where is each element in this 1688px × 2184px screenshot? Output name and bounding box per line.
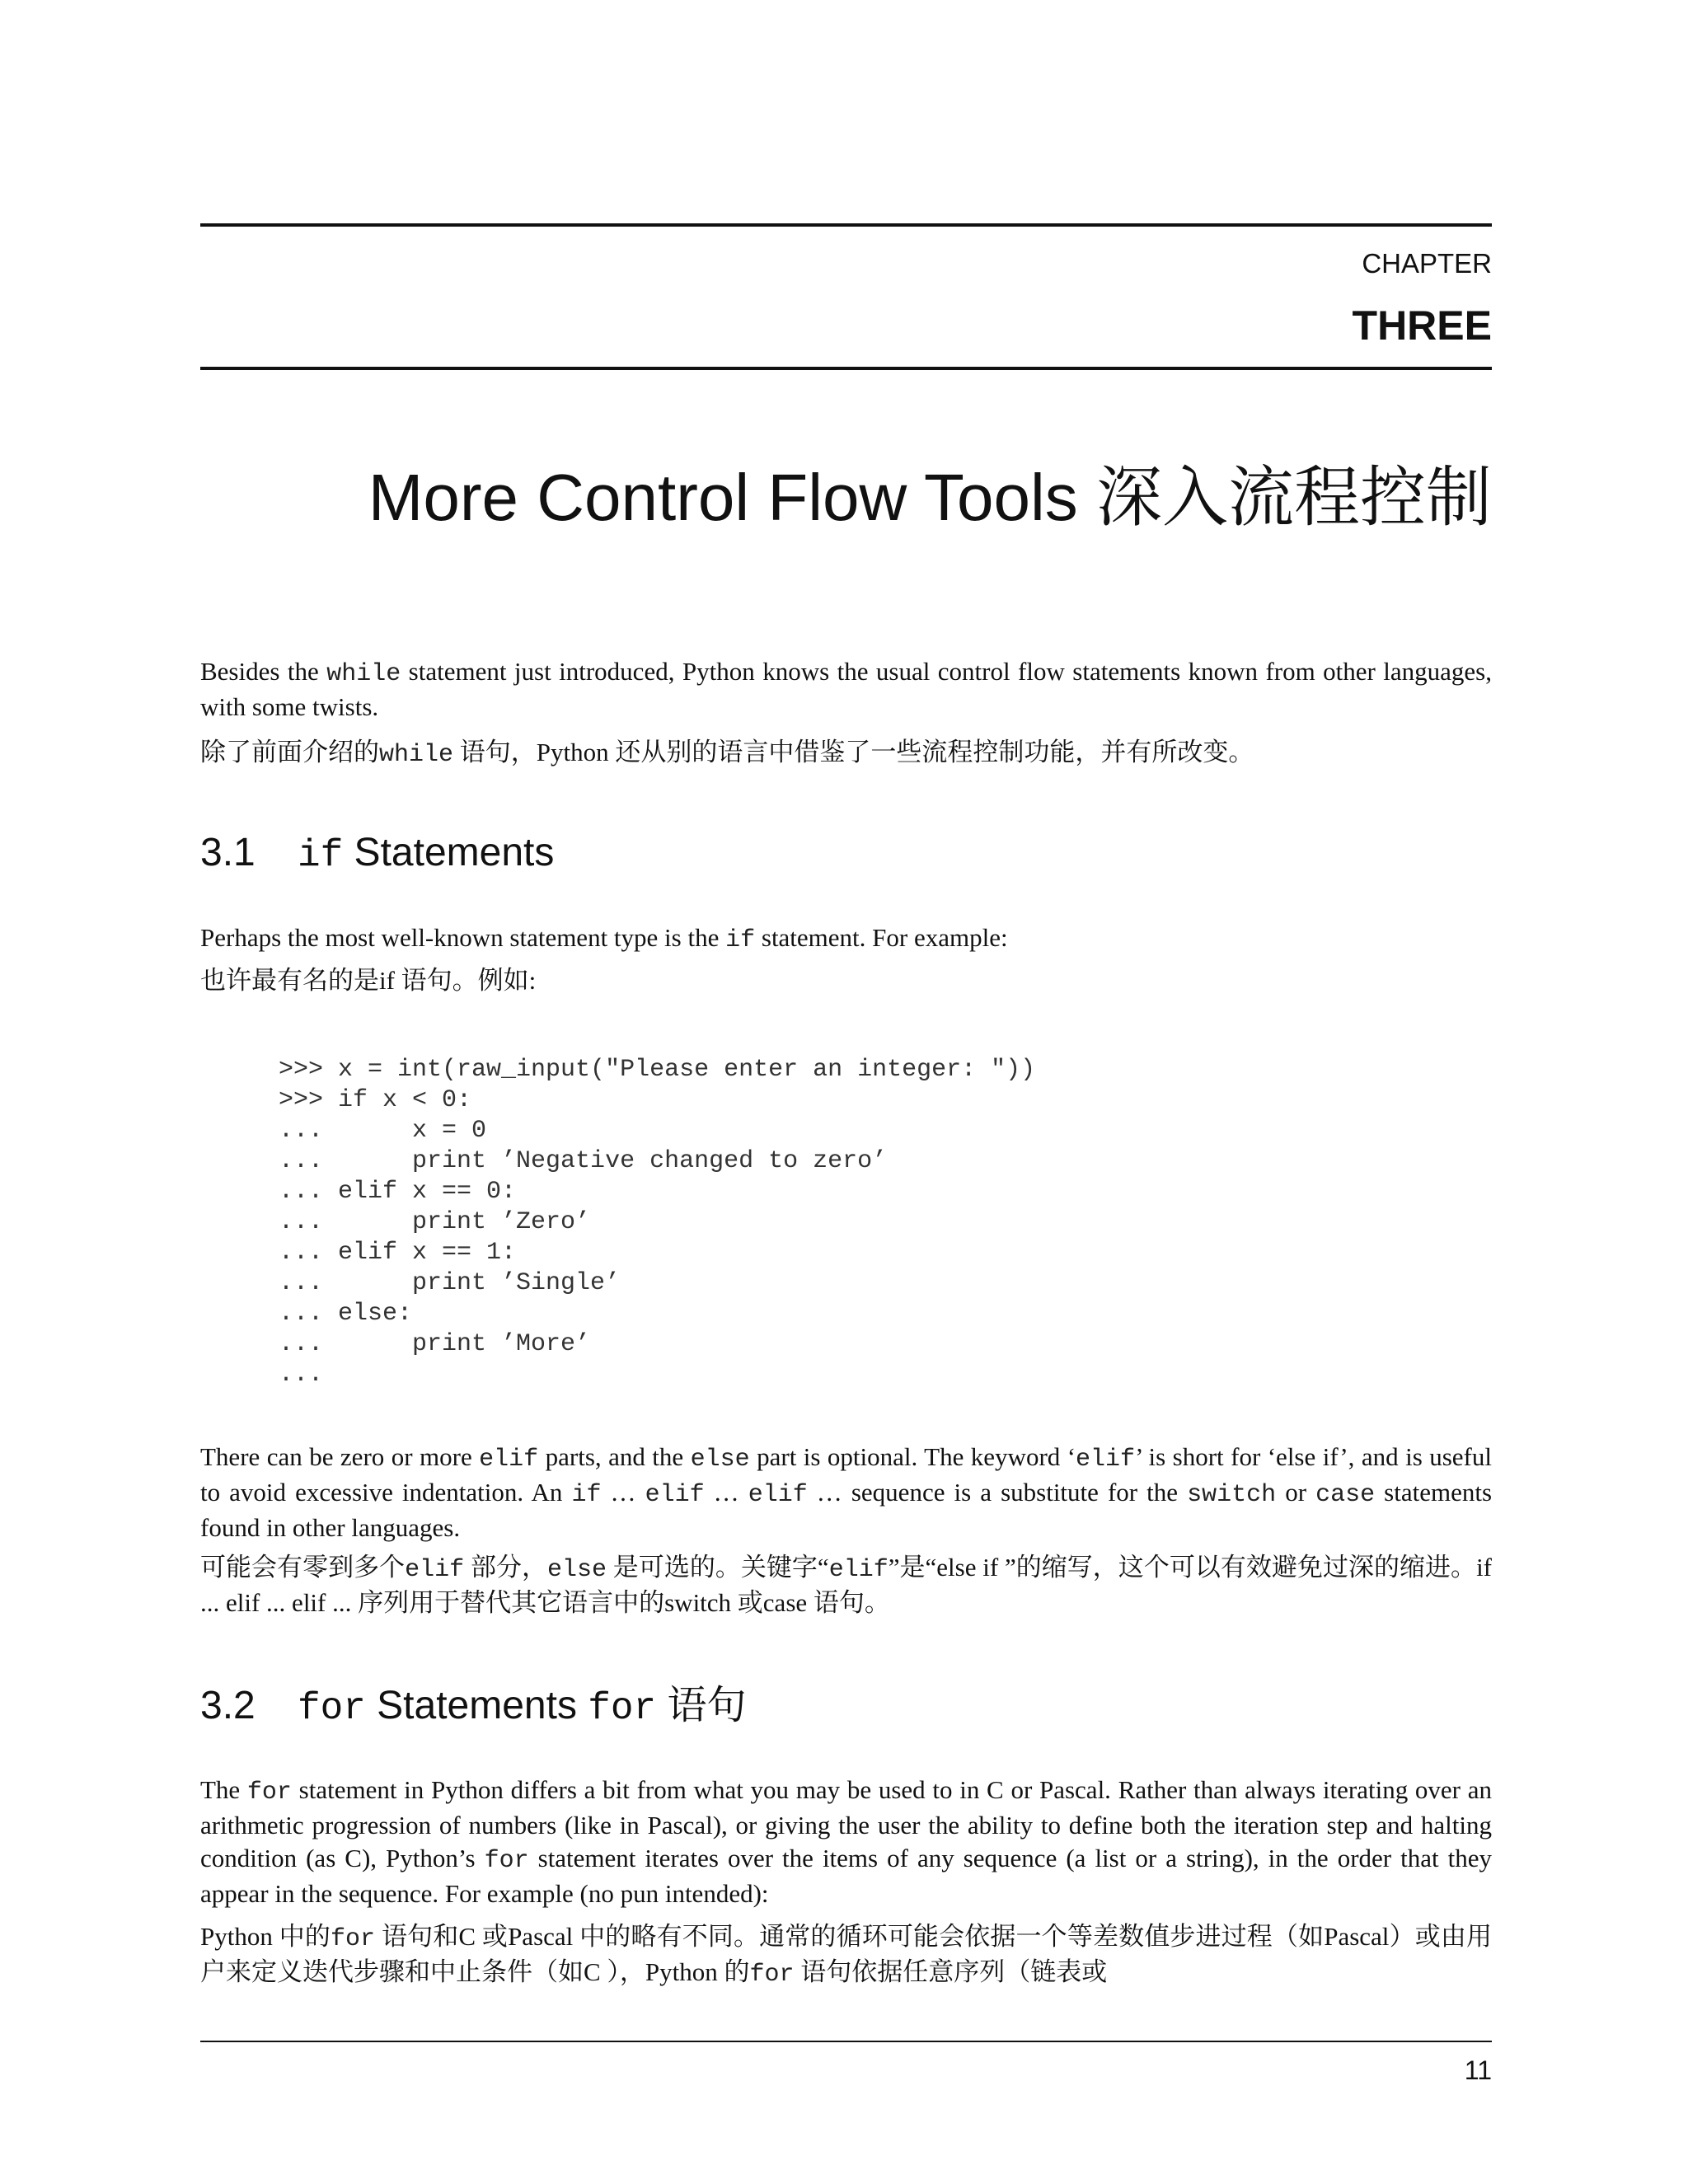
inline-code: elif xyxy=(479,1446,539,1474)
inline-code: switch xyxy=(1187,1481,1277,1509)
heading-text: Statements xyxy=(365,1684,588,1727)
intro-paragraph-en xyxy=(200,655,1492,724)
heading-text-zh: 语句 xyxy=(656,1684,747,1727)
heading-code-for: for xyxy=(298,1687,366,1730)
para-text-part: … xyxy=(704,1478,748,1507)
para-text-part: ’ is short for ‘else if’, and is useful to avoid excessive indentation. An xyxy=(200,1442,1492,1507)
for-paragraph-en xyxy=(200,1774,1492,1910)
para-text-part: … sequence is a substitute for the xyxy=(807,1478,1188,1507)
chapter-title: More Control Flow Tools 深入流程控制 xyxy=(368,461,1492,534)
code-line: ... x = 0 xyxy=(279,1117,487,1145)
if-paragraph-2-zh xyxy=(200,1551,1492,1619)
para-text-part: or xyxy=(1276,1478,1316,1507)
inline-code: case xyxy=(1315,1481,1376,1509)
inline-code-if: if xyxy=(725,926,756,954)
para-text-part: The xyxy=(200,1775,247,1804)
code-line: ... elif x == 0: xyxy=(279,1178,517,1206)
code-line: ... xyxy=(279,1361,324,1389)
para-text-part: parts, and the xyxy=(538,1442,691,1471)
para-text-part: ”是“else if ”的缩写，这个可以有效避免过深的缩进。if ... elif ... elif ... 序列用于替代其它语言中的switch 或case 语句。 xyxy=(200,1553,1493,1617)
inline-code: else xyxy=(690,1446,750,1474)
chapter-number: THREE xyxy=(1352,302,1492,349)
chapter-top-rule xyxy=(200,223,1492,227)
inline-code: if xyxy=(571,1481,602,1509)
intro-text-part: Besides the xyxy=(200,657,327,686)
code-block-if-example xyxy=(279,1055,1432,1390)
inline-code: elif xyxy=(748,1481,808,1509)
document-page xyxy=(200,0,1492,2184)
inline-code: for xyxy=(331,1925,376,1953)
section-number: 3.1 xyxy=(200,831,256,874)
para-text-part: 语句依据任意序列（链表或 xyxy=(794,1957,1108,1986)
code-line: ... print ’Negative changed to zero’ xyxy=(279,1147,888,1175)
page-number: 11 xyxy=(1464,2055,1492,2085)
para-text-part: statement in Python differs a bit from what you may be used to in C or Pascal. Rather than always iterating over an arithmetic progression of numbers (like in Pascal), or giving the user the ability to define both the iteration step and halting condition (as C), Python’s xyxy=(200,1775,1492,1872)
if-paragraph-en xyxy=(200,921,1492,957)
para-text-part: statement iterates over the items of any sequence (a list or a string), in the order that they appear in the sequence. For example (no pun intended): xyxy=(200,1844,1492,1908)
inline-code: elif xyxy=(645,1481,705,1509)
section-heading-for xyxy=(200,1681,746,1733)
code-line: >>> if x < 0: xyxy=(279,1086,472,1114)
inline-code: for xyxy=(749,1961,795,1989)
para-text-part: … xyxy=(601,1478,645,1507)
para-text-part: 语句和C 或Pascal 中的略有不同。通常的循环可能会依据一个等差数值步进过程（如Pascal）或由用户来定义迭代步骤和中止条件（如C ），Python 的 xyxy=(200,1922,1492,1986)
section-number: 3.2 xyxy=(200,1684,256,1727)
code-line: ... else: xyxy=(279,1300,413,1328)
code-line: >>> x = int(raw_input("Please enter an integer: ")) xyxy=(279,1056,1036,1084)
for-paragraph-zh xyxy=(200,1920,1492,1991)
code-line: ... print ’Zero’ xyxy=(279,1208,591,1236)
heading-text: Statements xyxy=(343,831,555,874)
para-text-part: Perhaps the most well-known statement type is the xyxy=(200,923,726,952)
chapter-bottom-rule xyxy=(200,367,1492,370)
inline-code: elif xyxy=(405,1556,465,1584)
para-text-part: Python 中的 xyxy=(200,1922,331,1951)
section-heading-if xyxy=(200,828,554,880)
code-line: ... print ’More’ xyxy=(279,1330,591,1358)
para-text-part: 可能会有零到多个 xyxy=(200,1553,406,1582)
inline-code: elif xyxy=(828,1556,889,1584)
intro-paragraph-zh xyxy=(200,736,1492,771)
para-text-part: part is optional. The keyword ‘ xyxy=(749,1442,1076,1471)
inline-code: elif xyxy=(1076,1446,1136,1474)
inline-code-while: while xyxy=(379,741,454,769)
para-text-part: statements found in other languages. xyxy=(200,1478,1493,1542)
code-line: ... elif x == 1: xyxy=(279,1239,517,1267)
intro-text-part: 语句，Python 还从别的语言中借鉴了一些流程控制功能，并有所改变。 xyxy=(453,738,1254,766)
intro-text-part: statement just introduced, Python knows the usual control flow statements known from other languages, with some twists. xyxy=(200,657,1492,721)
para-text-part: There can be zero or more xyxy=(200,1442,480,1471)
if-paragraph-2-en xyxy=(200,1441,1492,1544)
chapter-label: CHAPTER xyxy=(1362,248,1492,279)
heading-code-if: if xyxy=(298,834,344,877)
footer-rule xyxy=(200,2041,1492,2042)
code-line: ... print ’Single’ xyxy=(279,1269,621,1297)
para-text-part: statement. For example: xyxy=(755,923,1008,952)
para-text-part: 是可选的。关键字“ xyxy=(607,1553,829,1582)
heading-code-for: for xyxy=(588,1687,657,1730)
intro-text-part: 除了前面介绍的 xyxy=(200,738,379,766)
inline-code: for xyxy=(246,1779,292,1807)
inline-code-while: while xyxy=(326,660,401,688)
inline-code: for xyxy=(484,1847,529,1875)
para-text-part: 部分， xyxy=(464,1553,547,1582)
if-paragraph-zh: 也许最有名的是if 语句。例如: xyxy=(200,966,537,995)
inline-code: else xyxy=(547,1556,607,1584)
